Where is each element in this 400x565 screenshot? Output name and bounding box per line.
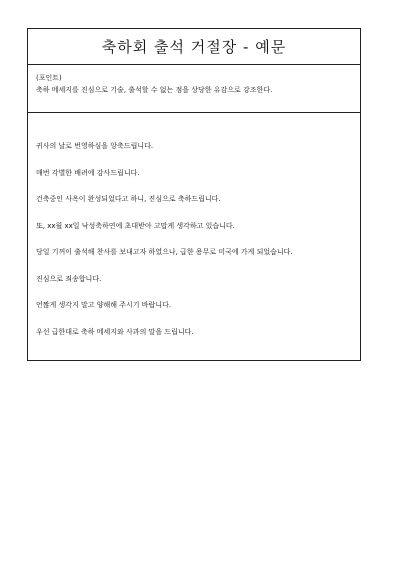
body-line: 진심으로 죄송합니다. — [36, 274, 102, 283]
letter-body — [28, 113, 360, 353]
point-text: 축하 메세지를 진심으로 기술, 출석할 수 없는 점을 상당한 유감으로 강조한다. — [36, 86, 273, 94]
body-line: 언짢게 생각지 말고 양해해 주시기 바랍니다. — [36, 301, 172, 309]
point-label: (포인트) — [36, 74, 62, 82]
body-line: 건축중인 사옥이 완성되었다고 하니, 진심으로 축하드립니다. — [36, 195, 221, 203]
document-frame — [27, 28, 361, 361]
document-title: 축하회 출석 거절장 - 예문 — [101, 38, 287, 56]
body-line: 당일 기꺼이 출석해 찬사를 보내고자 하였으나, 급한 용무로 미국에 가게 되었습니다. — [36, 248, 293, 256]
title-box — [28, 29, 360, 65]
body-line: 매번 각별한 배려에 감사드립니다. — [36, 168, 140, 177]
point-section — [28, 65, 360, 113]
body-line: 또, xx월 xx일 낙성축하연에 초대받아 고맙게 생각하고 있습니다. — [36, 221, 235, 230]
body-line: 우선 급한대로 축하 메세지와 사과의 말을 드립니다. — [36, 327, 194, 336]
body-line: 귀사의 날로 번영하심을 앙축드립니다. — [36, 142, 154, 150]
